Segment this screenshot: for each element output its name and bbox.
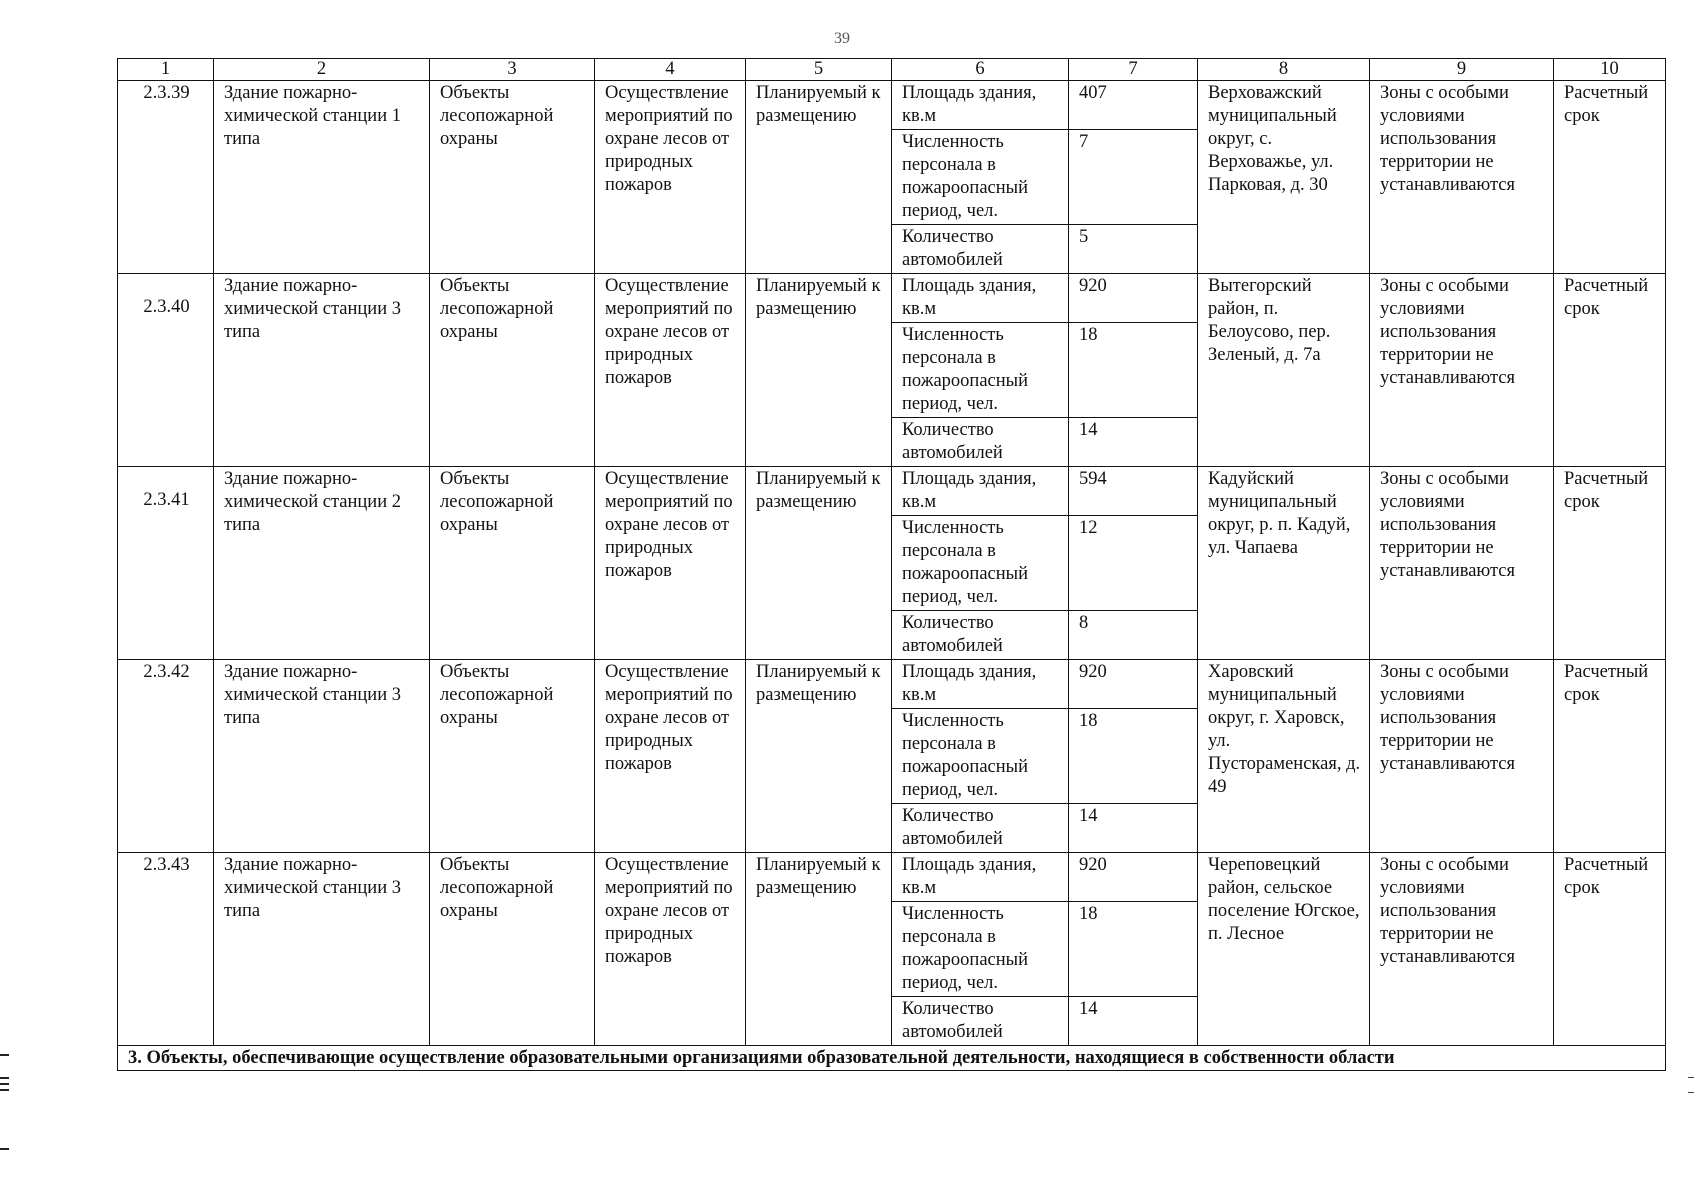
table-row — [118, 81, 1666, 130]
header-cell: 10 — [1554, 59, 1666, 81]
param-value: 18 — [1069, 902, 1198, 997]
param-value: 920 — [1069, 853, 1198, 902]
page-number: 39 — [834, 30, 850, 47]
object-location: Верховажский муниципальный округ, с. Верховажье, ул. Парковая, д. 30 — [1198, 81, 1370, 274]
implementation-term: Расчетный срок — [1554, 274, 1666, 467]
param-name: Площадь здания, кв.м — [892, 467, 1069, 516]
header-row — [118, 59, 1666, 81]
object-status: Планируемый к размещению — [746, 467, 892, 660]
param-value: 5 — [1069, 225, 1198, 274]
param-name: Численность персонала в пожароопасный период, чел. — [892, 902, 1069, 997]
object-category: Объекты лесопожарной охраны — [430, 660, 595, 853]
param-name: Площадь здания, кв.м — [892, 274, 1069, 323]
restriction-zones: Зоны с особыми условиями использования территории не устанавливаются — [1370, 81, 1554, 274]
object-name: Здание пожарно-химической станции 3 типа — [214, 274, 430, 467]
section-footer-row — [118, 1046, 1666, 1071]
object-purpose: Осуществление мероприятий по охране лесов от природных пожаров — [595, 274, 746, 467]
row-number: 2.3.42 — [118, 660, 214, 853]
param-value: 920 — [1069, 274, 1198, 323]
table-row — [118, 467, 1666, 516]
header-cell: 4 — [595, 59, 746, 81]
object-location: Харовский муниципальный округ, г. Харовск, ул. Пустораменская, д. 49 — [1198, 660, 1370, 853]
row-number: 2.3.43 — [118, 853, 214, 1046]
param-name: Количество автомобилей — [892, 611, 1069, 660]
register-table — [117, 58, 1666, 1071]
param-value: 594 — [1069, 467, 1198, 516]
param-value: 8 — [1069, 611, 1198, 660]
header-cell: 2 — [214, 59, 430, 81]
restriction-zones: Зоны с особыми условиями использования территории не устанавливаются — [1370, 853, 1554, 1046]
object-status: Планируемый к размещению — [746, 274, 892, 467]
header-cell: 9 — [1370, 59, 1554, 81]
param-value: 18 — [1069, 709, 1198, 804]
param-name: Количество автомобилей — [892, 225, 1069, 274]
param-value: 14 — [1069, 804, 1198, 853]
implementation-term: Расчетный срок — [1554, 853, 1666, 1046]
object-location: Череповецкий район, сельское поселение Югское, п. Лесное — [1198, 853, 1370, 1046]
table-row — [118, 660, 1666, 709]
object-status: Планируемый к размещению — [746, 853, 892, 1046]
param-name: Площадь здания, кв.м — [892, 81, 1069, 130]
header-cell: 1 — [118, 59, 214, 81]
object-purpose: Осуществление мероприятий по охране лесов от природных пожаров — [595, 467, 746, 660]
param-name: Численность персонала в пожароопасный период, чел. — [892, 709, 1069, 804]
param-value: 7 — [1069, 130, 1198, 225]
param-value: 920 — [1069, 660, 1198, 709]
header-cell: 8 — [1198, 59, 1370, 81]
param-value: 407 — [1069, 81, 1198, 130]
object-category: Объекты лесопожарной охраны — [430, 853, 595, 1046]
object-location: Кадуйский муниципальный округ, р. п. Кадуй, ул. Чапаева — [1198, 467, 1370, 660]
param-name: Численность персонала в пожароопасный период, чел. — [892, 516, 1069, 611]
object-category: Объекты лесопожарной охраны — [430, 467, 595, 660]
param-name: Площадь здания, кв.м — [892, 853, 1069, 902]
margin-mark-right — [1688, 1077, 1694, 1093]
param-value: 12 — [1069, 516, 1198, 611]
implementation-term: Расчетный срок — [1554, 81, 1666, 274]
object-purpose: Осуществление мероприятий по охране лесов от природных пожаров — [595, 81, 746, 274]
param-value: 14 — [1069, 418, 1198, 467]
object-category: Объекты лесопожарной охраны — [430, 81, 595, 274]
param-name: Площадь здания, кв.м — [892, 660, 1069, 709]
restriction-zones: Зоны с особыми условиями использования территории не устанавливаются — [1370, 467, 1554, 660]
header-cell: 3 — [430, 59, 595, 81]
header-cell: 7 — [1069, 59, 1198, 81]
restriction-zones: Зоны с особыми условиями использования территории не устанавливаются — [1370, 274, 1554, 467]
object-name: Здание пожарно-химической станции 1 типа — [214, 81, 430, 274]
object-location: Вытегорский район, п. Белоусово, пер. Зеленый, д. 7а — [1198, 274, 1370, 467]
param-name: Количество автомобилей — [892, 418, 1069, 467]
param-name: Количество автомобилей — [892, 997, 1069, 1046]
object-name: Здание пожарно-химической станции 2 типа — [214, 467, 430, 660]
object-purpose: Осуществление мероприятий по охране лесов от природных пожаров — [595, 853, 746, 1046]
row-number: 2.3.40 — [118, 274, 214, 467]
object-status: Планируемый к размещению — [746, 81, 892, 274]
param-name: Количество автомобилей — [892, 804, 1069, 853]
implementation-term: Расчетный срок — [1554, 467, 1666, 660]
object-status: Планируемый к размещению — [746, 660, 892, 853]
restriction-zones: Зоны с особыми условиями использования территории не устанавливаются — [1370, 660, 1554, 853]
section-heading: 3. Объекты, обеспечивающие осуществление образовательными организациями образовательной деятельности, находящиеся в собственности области — [118, 1046, 1666, 1071]
param-value: 14 — [1069, 997, 1198, 1046]
param-name: Численность персонала в пожароопасный период, чел. — [892, 130, 1069, 225]
object-purpose: Осуществление мероприятий по охране лесов от природных пожаров — [595, 660, 746, 853]
row-number: 2.3.41 — [118, 467, 214, 660]
header-cell: 5 — [746, 59, 892, 81]
table-row — [118, 853, 1666, 902]
row-number: 2.3.39 — [118, 81, 214, 274]
object-name: Здание пожарно-химической станции 3 типа — [214, 660, 430, 853]
header-cell: 6 — [892, 59, 1069, 81]
object-name: Здание пожарно-химической станции 3 типа — [214, 853, 430, 1046]
param-name: Численность персонала в пожароопасный период, чел. — [892, 323, 1069, 418]
table-row — [118, 274, 1666, 323]
object-category: Объекты лесопожарной охраны — [430, 274, 595, 467]
implementation-term: Расчетный срок — [1554, 660, 1666, 853]
param-value: 18 — [1069, 323, 1198, 418]
